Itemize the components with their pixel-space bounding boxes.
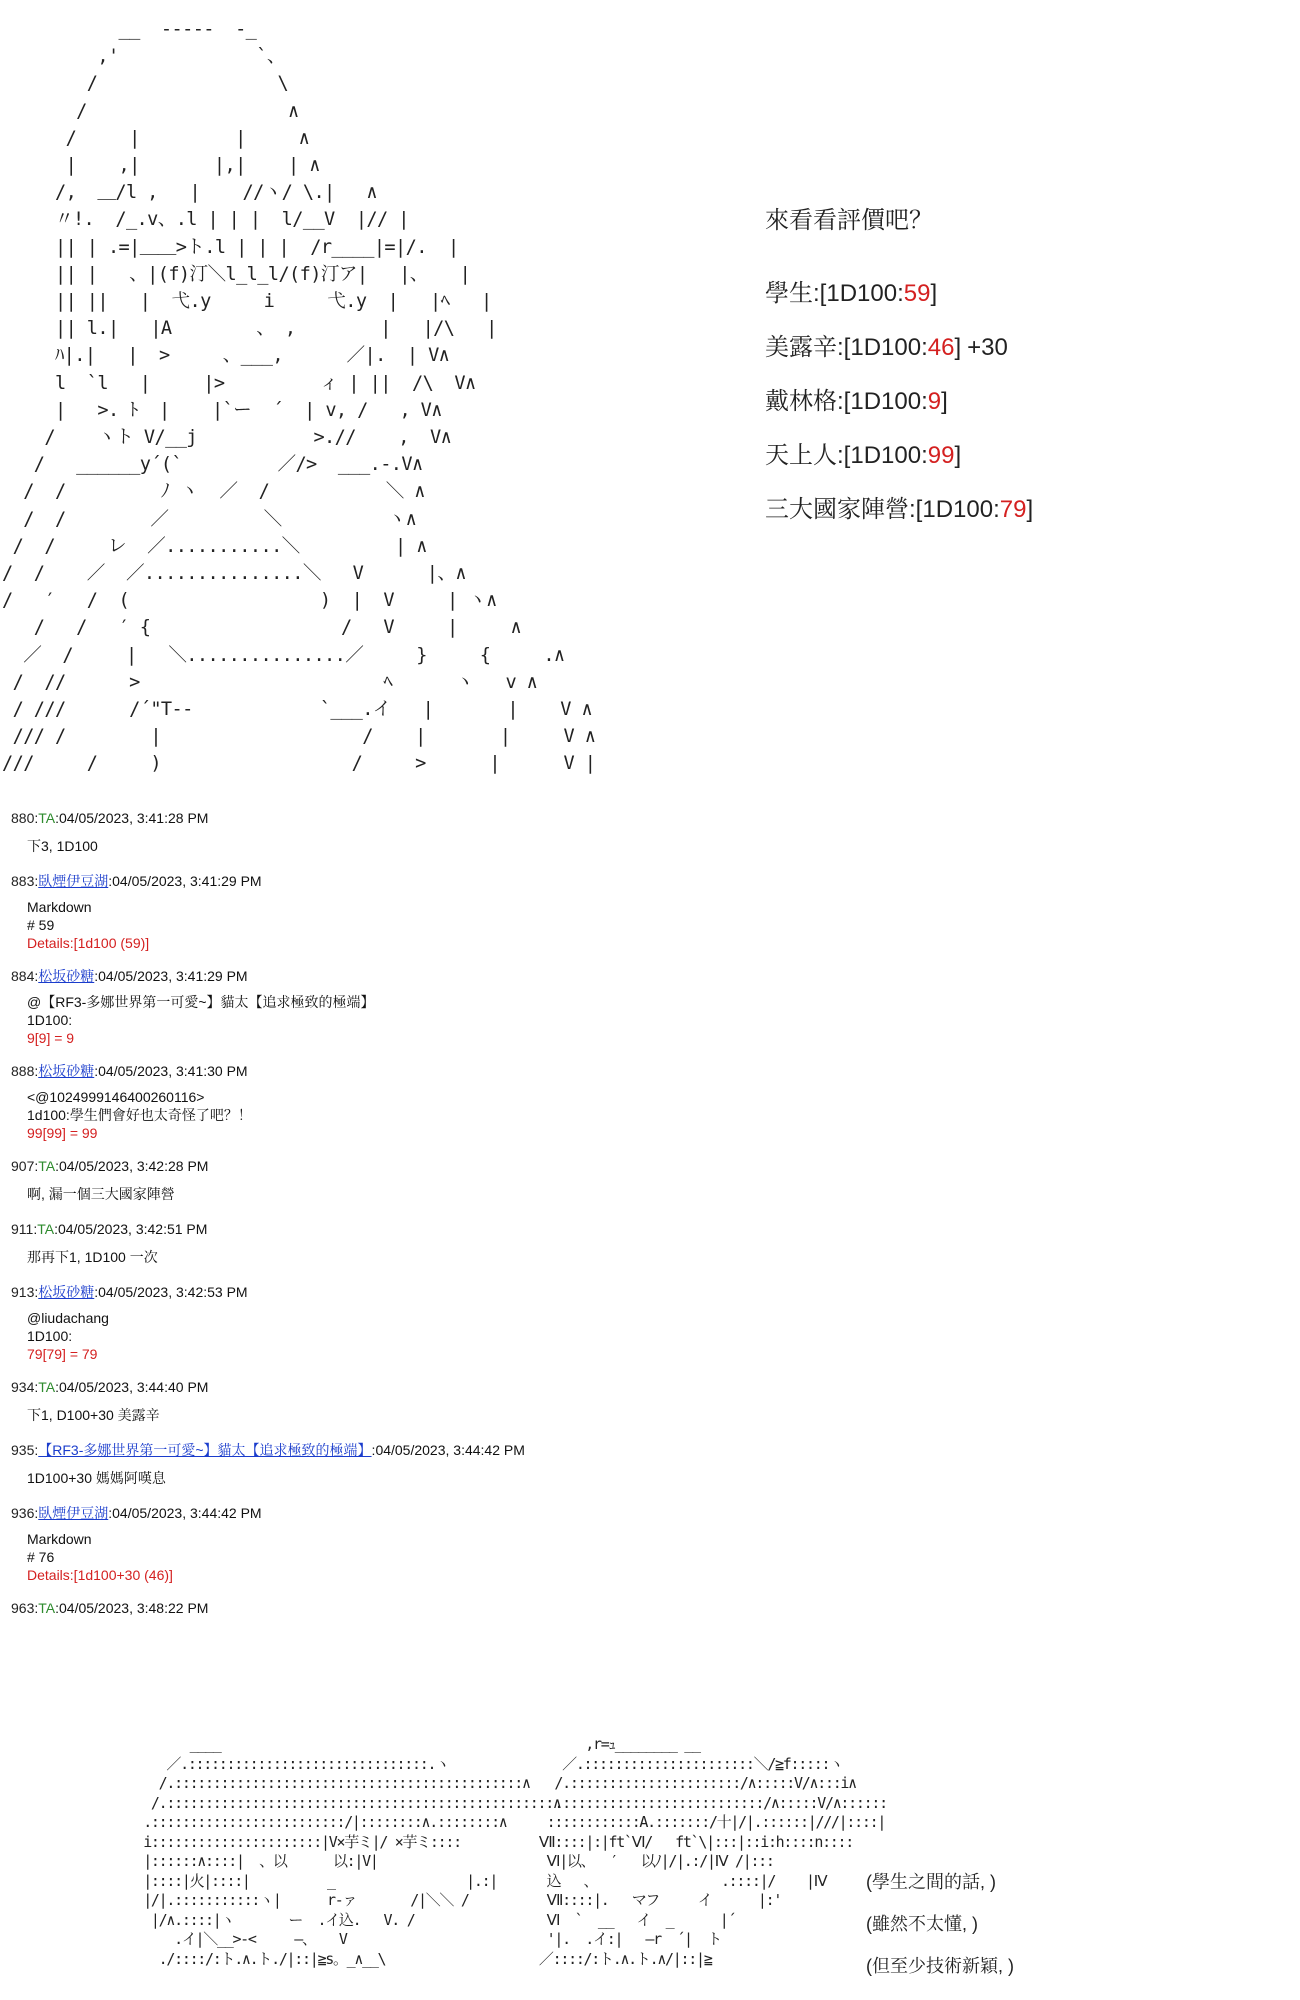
rating-label: 天上人: — [765, 442, 844, 469]
post — [11, 1503, 1111, 1598]
rating-dice-close: ] — [930, 280, 938, 307]
post — [11, 1061, 1111, 1156]
post-timestamp: 04/05/2023, 3:44:42 PM — [375, 1442, 525, 1458]
post-timestamp: 04/05/2023, 3:48:22 PM — [59, 1600, 209, 1616]
post-line: 下3, 1D100 — [27, 838, 98, 854]
post-line: # 76 — [27, 1549, 55, 1565]
separator: : — [108, 1505, 113, 1521]
post-line: 1D100: — [27, 1328, 73, 1344]
post-number: 880 — [11, 810, 35, 826]
ascii-art-character-top: __ ----- -_ ,' `、 / \ / ∧ / | | ∧ | ,| |,| | ∧ /, ＿/l , | //ヽ/ \.| ∧ 〃!. /_.v、.l | | | l/__V |// | || | .=|＿＿>ト.l | | | /r____|=|/. | || | 、|(f)汀＼l_l_l/(f)汀ア| |、 | || || | 弋.y i 弋.y | |ﾍ | || l.| |A 、 , | |/\ | ﾊ|.| | > 、___, ／|. | V∧ l `l | |> ィ | || /\ V∧ | >. ﾄ | |`ー ´ | v, / , V∧ / ヽト V/__j >.// , V∧ / ______y´(` ／/> ___.-.V∧ / / ﾉ ヽ ／ / ＼ ∧ / / ／ ＼ ヽ∧ / / レ ／...........＼ | ∧ / / ／ ／...............＼ V |、∧ / ′ / ( ) | V | ヽ∧ / / ′ { / V | ∧ ／ / | ＼...............／ } { .∧ / // > ﾍ ヽ v ∧ / /// /´"T-- `___.イ | | V ∧ /// / | / | | V ∧ /// / ) / > | V | — [2, 19, 596, 775]
separator: : — [94, 1063, 99, 1079]
post-line: Markdown — [27, 899, 92, 915]
ascii-art-character-right: ,r=ｭ________ __ ／.::::::::::::::::::::::＼/≧f:::::ヽ /.::::::::::::::::::::::/∧:::::V/∧:::i∧ .::::::::::::::::::::::::::/∧:::::V/∧:::::: ::::::::::::A.:::::::/十|/|.::::::|///|::::| Ⅶ::::|:|ft`Ⅵ/ ft`\|:::|::i:h::::n:::: Ⅵ|以、 ′ 以ﾉ|/|.:/|Ⅳ /|::: 込 、 .::::|/ |Ⅳ Ⅶ::::|. マフ イ |:' Ⅵ ` __ イ _ |´ '|. .イ:| ―r ´| ト ／::::/:ト.∧.ト.∧/|::|≧ — [538, 1735, 887, 1968]
post-body — [11, 1397, 1111, 1440]
post — [11, 1282, 1111, 1377]
rating-dice: [1D100: — [843, 334, 928, 361]
post-timestamp: 04/05/2023, 3:41:29 PM — [98, 968, 248, 984]
post-timestamp: 04/05/2023, 3:41:28 PM — [59, 810, 209, 826]
post-line: 下1, D100+30 美露辛 — [27, 1407, 160, 1423]
post-body — [11, 1460, 1111, 1503]
post-number: 907 — [11, 1158, 35, 1174]
post-header — [11, 1282, 1111, 1302]
post-header — [11, 1377, 1111, 1397]
separator: : — [34, 810, 39, 826]
post-timestamp: 04/05/2023, 3:41:30 PM — [98, 1063, 248, 1079]
dice-result: 9[9] = 9 — [27, 1030, 75, 1046]
post-body — [11, 891, 1111, 966]
separator: : — [34, 1158, 39, 1174]
ratings-panel — [765, 200, 1039, 543]
separator: : — [55, 810, 59, 826]
post-header — [11, 1598, 1111, 1618]
post-timestamp: 04/05/2023, 3:44:40 PM — [59, 1379, 209, 1395]
post-author: TA — [38, 810, 56, 826]
rating-row — [765, 327, 1039, 381]
post-line: 1D100+30 媽媽阿嘆息 — [27, 1470, 166, 1486]
post-author: TA — [38, 1379, 56, 1395]
post-timestamp: 04/05/2023, 3:41:29 PM — [112, 873, 262, 889]
post-body — [11, 1239, 1111, 1282]
post-body — [11, 1081, 1111, 1156]
rating-dice: [1D100: — [843, 442, 928, 469]
post — [11, 966, 1111, 1061]
rating-dice-close: ] — [954, 442, 962, 469]
dice-result: 99[99] = 99 — [27, 1125, 98, 1141]
separator: : — [94, 968, 99, 984]
post-log — [11, 808, 1111, 1618]
post — [11, 1156, 1111, 1219]
rating-value: 59 — [903, 280, 931, 307]
separator: : — [34, 1284, 39, 1300]
post-number: 884 — [11, 968, 35, 984]
post — [11, 871, 1111, 966]
separator: : — [108, 873, 113, 889]
rating-label: 美露辛: — [765, 334, 844, 361]
post-number: 888 — [11, 1063, 35, 1079]
separator: : — [94, 1284, 99, 1300]
post — [11, 1440, 1111, 1503]
post — [11, 808, 1111, 871]
ascii-art-character-left: ____ ／.:::::::::::::::::::::::::::::::.ヽ /.:::::::::::::::::::::::::::::::::::::::::::::∧ /.::::::::::::::::::::::::::::::::::::::::::::::::::∧ .:::::::::::::::::::::::::/|::::::::∧.::::::::∧ i::::::::::::::::::::::|V×芋ミ|/ ×芋ミ:::: |::::::∧::::| 、以 以:|V| |::::|火|::::| _ |.:| |/|.:::::::::::ヽ| r-ァ /|＼＼ / |/∧.::::|ヽ ー .イ込. V. / .イ|＼__>-< ―、 V ./::::/:ト.∧.ト./|::|≧s。_∧__\ — [143, 1735, 561, 1968]
rating-value: 99 — [927, 442, 955, 469]
rating-row — [765, 273, 1039, 327]
separator: : — [371, 1442, 376, 1458]
post-body — [11, 1302, 1111, 1377]
separator: : — [55, 1158, 59, 1174]
note-line: (學生之間的話, ) — [866, 1872, 996, 1892]
rating-row — [765, 435, 1039, 489]
rating-label: 戴林格: — [765, 388, 844, 415]
dice-result: 79[79] = 79 — [27, 1346, 98, 1362]
rating-dice-close: ] — [941, 388, 948, 415]
post-body — [11, 1176, 1111, 1219]
separator: : — [34, 1505, 39, 1521]
post-header — [11, 1061, 1111, 1081]
post-number: 935 — [11, 1442, 35, 1458]
separator: : — [55, 1600, 59, 1616]
rating-row — [765, 489, 1039, 543]
post-header — [11, 966, 1111, 986]
separator: : — [34, 1379, 39, 1395]
rating-value: 79 — [999, 496, 1027, 523]
post-line: @【RF3-多娜世界第一可愛~】貓太【追求極致的極端】 — [27, 994, 375, 1010]
rating-value: 9 — [927, 388, 942, 415]
rating-dice: [1D100: — [819, 280, 904, 307]
post-author[interactable]: 松坂砂糖 — [38, 1284, 95, 1300]
separator: : — [34, 1442, 39, 1458]
post-body — [11, 1523, 1111, 1598]
rating-dice: [1D100: — [843, 388, 928, 415]
post-number: 911 — [11, 1221, 34, 1237]
post-number: 934 — [11, 1379, 35, 1395]
post-number: 963 — [11, 1600, 35, 1616]
rating-dice: [1D100: — [915, 496, 1000, 523]
post-body — [11, 828, 1111, 871]
post-author: TA — [38, 1600, 56, 1616]
post — [11, 1377, 1111, 1440]
post-header — [11, 1156, 1111, 1176]
separator: : — [34, 873, 39, 889]
post — [11, 1598, 1111, 1618]
separator: : — [33, 1221, 38, 1237]
ratings-heading: 來看看評價吧？ — [765, 207, 933, 234]
post-author[interactable]: 臥煙伊豆湖 — [38, 873, 109, 889]
post-timestamp: 04/05/2023, 3:44:42 PM — [112, 1505, 262, 1521]
rating-label: 學生: — [765, 280, 820, 307]
separator: : — [34, 1600, 39, 1616]
post — [11, 1219, 1111, 1282]
note-line: (雖然不太懂, ) — [866, 1914, 978, 1934]
post-author[interactable]: 臥煙伊豆湖 — [38, 1505, 109, 1521]
side-notes — [866, 1868, 1014, 1994]
rating-row — [765, 381, 1039, 435]
note-line: (但至少技術新穎, ) — [866, 1956, 1014, 1976]
post-line: <@1024999146400260116> — [27, 1089, 205, 1105]
post-line: 1D100: — [27, 1012, 73, 1028]
dice-result: Details:[1d100+30 (46)] — [27, 1567, 173, 1583]
separator: : — [55, 1379, 59, 1395]
post-header — [11, 1219, 1111, 1239]
post-number: 913 — [11, 1284, 35, 1300]
post-number: 936 — [11, 1505, 35, 1521]
post-line: @liudachang — [27, 1310, 109, 1326]
post-number: 883 — [11, 873, 35, 889]
post-author[interactable]: 松坂砂糖 — [38, 968, 95, 984]
post-author: TA — [37, 1221, 55, 1237]
post-line: 那再下1, 1D100 一次 — [27, 1249, 158, 1265]
post-header — [11, 808, 1111, 828]
post-author: TA — [38, 1158, 56, 1174]
post-header — [11, 871, 1111, 891]
separator: : — [34, 968, 39, 984]
post-body — [11, 986, 1111, 1061]
post-line: 啊, 漏一個三大國家陣營 — [27, 1186, 175, 1202]
separator: : — [54, 1221, 58, 1237]
post-author[interactable]: 【RF3-多娜世界第一可愛~】貓太【追求極致的極端】 — [38, 1442, 372, 1458]
rating-dice-close: ] — [954, 334, 962, 361]
post-timestamp: 04/05/2023, 3:42:53 PM — [98, 1284, 248, 1300]
post-header — [11, 1503, 1111, 1523]
post-timestamp: 04/05/2023, 3:42:28 PM — [59, 1158, 209, 1174]
rating-value: 46 — [927, 334, 955, 361]
post-line: 1d100:學生們會好也太奇怪了吧？！ — [27, 1107, 252, 1123]
rating-bonus: +30 — [967, 334, 1008, 361]
post-line: # 59 — [27, 917, 55, 933]
rating-label: 三大國家陣營: — [765, 496, 916, 523]
rating-dice-close: ] — [1026, 496, 1034, 523]
dice-result: Details:[1d100 (59)] — [27, 935, 150, 951]
post-timestamp: 04/05/2023, 3:42:51 PM — [57, 1221, 208, 1237]
post-line: Markdown — [27, 1531, 92, 1547]
post-header — [11, 1440, 1111, 1460]
post-author[interactable]: 松坂砂糖 — [38, 1063, 95, 1079]
separator: : — [34, 1063, 39, 1079]
